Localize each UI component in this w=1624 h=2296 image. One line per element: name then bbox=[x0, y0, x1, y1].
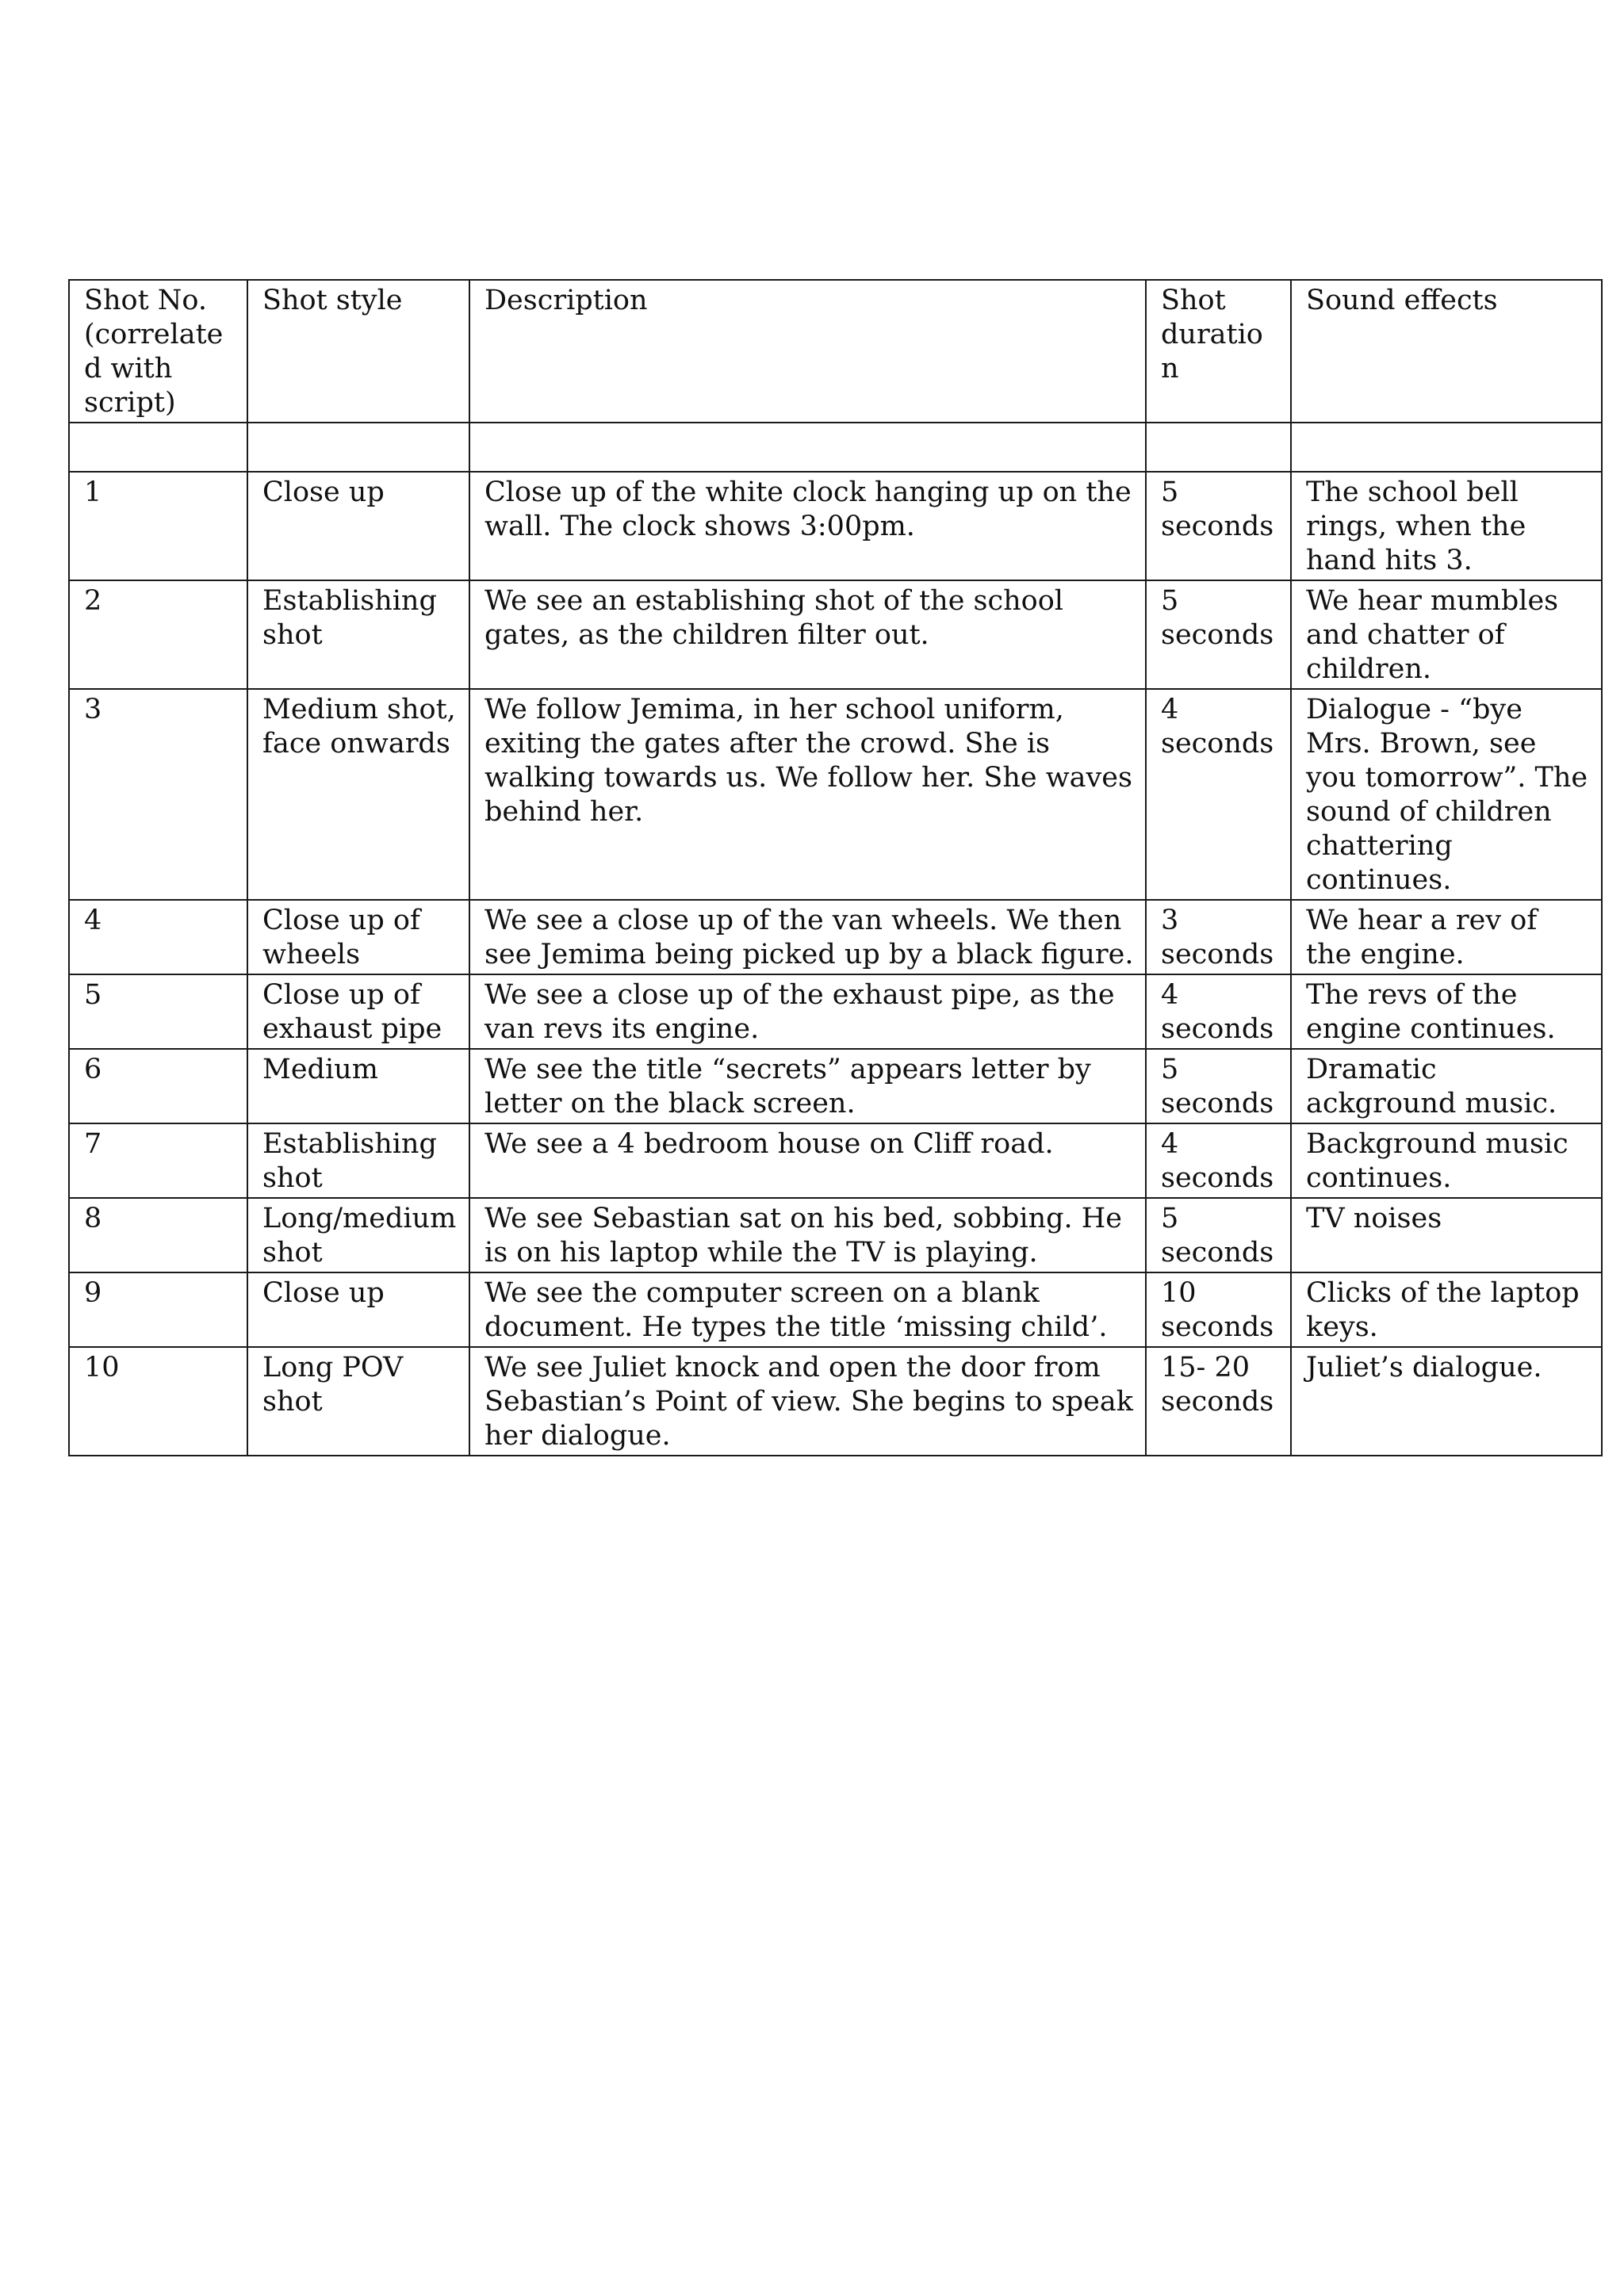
table-row bbox=[69, 580, 1602, 689]
cell-shot-no: 9 bbox=[69, 1272, 247, 1347]
cell-shot-duration: 15- 20 seconds bbox=[1146, 1347, 1291, 1456]
cell-description: We see the computer screen on a blank document. He types the title ‘missing child’. bbox=[469, 1272, 1146, 1347]
cell-shot-duration: 10 seconds bbox=[1146, 1272, 1291, 1347]
cell-sound-effects: The school bell rings, when the hand hits 3. bbox=[1291, 472, 1602, 580]
empty-cell bbox=[1146, 423, 1291, 472]
cell-description: We see an establishing shot of the school gates, as the children filter out. bbox=[469, 580, 1146, 689]
cell-shot-style: Medium shot, face onwards bbox=[247, 689, 469, 900]
empty-row bbox=[69, 423, 1602, 472]
table-row bbox=[69, 900, 1602, 974]
cell-shot-style: Establishing shot bbox=[247, 1123, 469, 1198]
cell-sound-effects: Background music continues. bbox=[1291, 1123, 1602, 1198]
cell-shot-duration: 5 seconds bbox=[1146, 472, 1291, 580]
empty-cell bbox=[247, 423, 469, 472]
shot-list-document bbox=[68, 279, 1601, 1456]
table-row bbox=[69, 689, 1602, 900]
cell-shot-no: 1 bbox=[69, 472, 247, 580]
cell-shot-style: Close up of exhaust pipe bbox=[247, 974, 469, 1049]
cell-sound-effects: The revs of the engine continues. bbox=[1291, 974, 1602, 1049]
table-row bbox=[69, 1198, 1602, 1272]
header-shot-duration: Shot duration bbox=[1146, 280, 1291, 423]
cell-description: We see the title “secrets” appears letter by letter on the black screen. bbox=[469, 1049, 1146, 1123]
cell-shot-style: Long/medium shot bbox=[247, 1198, 469, 1272]
cell-description: Close up of the white clock hanging up on the wall. The clock shows 3:00pm. bbox=[469, 472, 1146, 580]
cell-shot-style: Medium bbox=[247, 1049, 469, 1123]
cell-description: We see a close up of the van wheels. We then see Jemima being picked up by a black figure. bbox=[469, 900, 1146, 974]
cell-sound-effects: We hear a rev of the engine. bbox=[1291, 900, 1602, 974]
cell-shot-style: Close up bbox=[247, 1272, 469, 1347]
cell-shot-style: Establishing shot bbox=[247, 580, 469, 689]
cell-shot-duration: 5 seconds bbox=[1146, 1198, 1291, 1272]
cell-shot-no: 2 bbox=[69, 580, 247, 689]
cell-shot-no: 8 bbox=[69, 1198, 247, 1272]
cell-sound-effects: We hear mumbles and chatter of children. bbox=[1291, 580, 1602, 689]
cell-shot-duration: 3 seconds bbox=[1146, 900, 1291, 974]
table-row bbox=[69, 472, 1602, 580]
cell-description: We follow Jemima, in her school uniform, exiting the gates after the crowd. She is walking towards us. We follow her. She waves behind her. bbox=[469, 689, 1146, 900]
cell-shot-duration: 4 seconds bbox=[1146, 1123, 1291, 1198]
header-shot-no: Shot No. (correlated with script) bbox=[69, 280, 247, 423]
cell-sound-effects: Dialogue - “bye Mrs. Brown, see you tomorrow”. The sound of children chattering continues. bbox=[1291, 689, 1602, 900]
table-row bbox=[69, 1272, 1602, 1347]
empty-cell bbox=[469, 423, 1146, 472]
table-row bbox=[69, 1347, 1602, 1456]
cell-sound-effects: Dramatic ackground music. bbox=[1291, 1049, 1602, 1123]
table-body bbox=[69, 280, 1602, 1456]
cell-shot-duration: 5 seconds bbox=[1146, 580, 1291, 689]
cell-shot-style: Close up of wheels bbox=[247, 900, 469, 974]
cell-shot-no: 5 bbox=[69, 974, 247, 1049]
cell-shot-duration: 4 seconds bbox=[1146, 689, 1291, 900]
cell-shot-duration: 4 seconds bbox=[1146, 974, 1291, 1049]
cell-shot-no: 7 bbox=[69, 1123, 247, 1198]
cell-shot-style: Close up bbox=[247, 472, 469, 580]
table-row bbox=[69, 974, 1602, 1049]
cell-sound-effects: Juliet’s dialogue. bbox=[1291, 1347, 1602, 1456]
table-row bbox=[69, 1049, 1602, 1123]
cell-sound-effects: Clicks of the laptop keys. bbox=[1291, 1272, 1602, 1347]
cell-shot-no: 4 bbox=[69, 900, 247, 974]
empty-cell bbox=[69, 423, 247, 472]
header-description: Description bbox=[469, 280, 1146, 423]
cell-sound-effects: TV noises bbox=[1291, 1198, 1602, 1272]
cell-description: We see a 4 bedroom house on Cliff road. bbox=[469, 1123, 1146, 1198]
cell-shot-no: 10 bbox=[69, 1347, 247, 1456]
cell-description: We see Juliet knock and open the door from Sebastian’s Point of view. She begins to speak her dialogue. bbox=[469, 1347, 1146, 1456]
header-row bbox=[69, 280, 1602, 423]
table-row bbox=[69, 1123, 1602, 1198]
cell-description: We see a close up of the exhaust pipe, as the van revs its engine. bbox=[469, 974, 1146, 1049]
cell-shot-no: 6 bbox=[69, 1049, 247, 1123]
cell-shot-style: Long POV shot bbox=[247, 1347, 469, 1456]
cell-shot-duration: 5 seconds bbox=[1146, 1049, 1291, 1123]
header-shot-style: Shot style bbox=[247, 280, 469, 423]
shot-list-table bbox=[68, 279, 1603, 1456]
empty-cell bbox=[1291, 423, 1602, 472]
header-sound-effects: Sound effects bbox=[1291, 280, 1602, 423]
cell-description: We see Sebastian sat on his bed, sobbing. He is on his laptop while the TV is playing. bbox=[469, 1198, 1146, 1272]
cell-shot-no: 3 bbox=[69, 689, 247, 900]
